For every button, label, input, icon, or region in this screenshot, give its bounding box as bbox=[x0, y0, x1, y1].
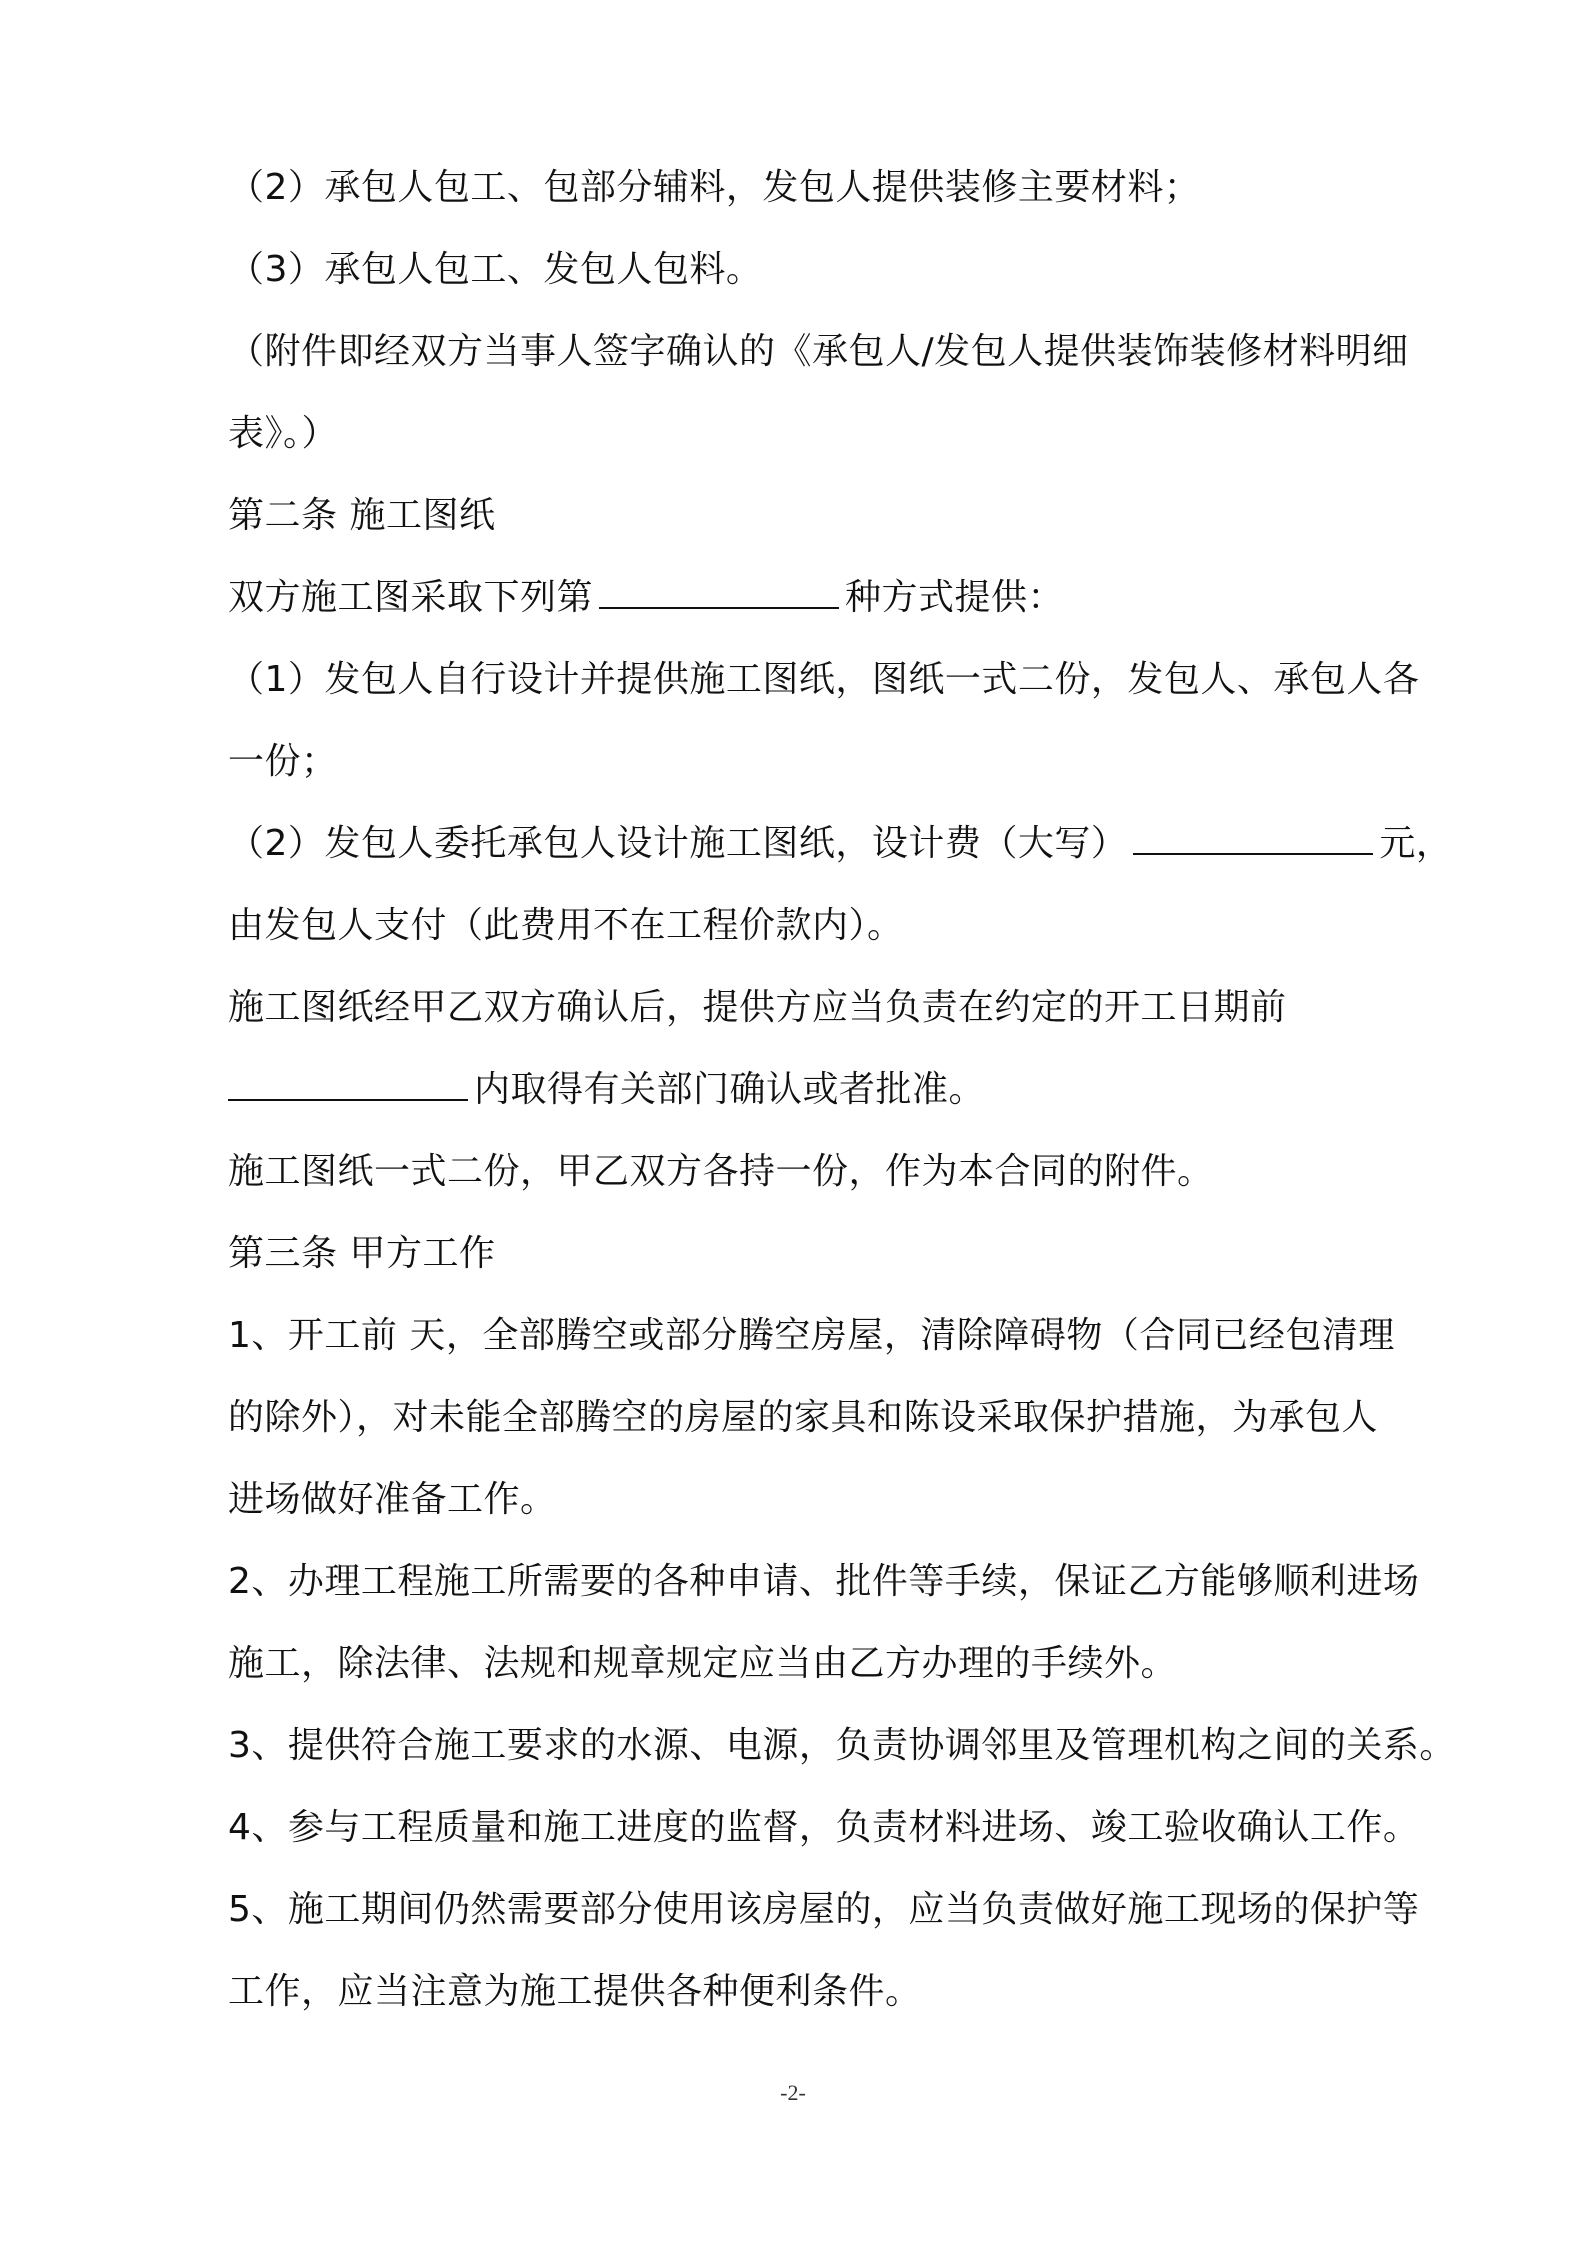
text-line: 的除外），对未能全部腾空的房屋的家具和陈设采取保护措施，为承包人 bbox=[228, 1397, 1379, 1438]
text-fragment: 种方式提供： bbox=[845, 577, 1065, 618]
text-line: 进场做好准备工作。 bbox=[228, 1479, 557, 1520]
text-line: 由发包人支付（此费用不在工程价款内）。 bbox=[228, 905, 904, 946]
text-line: 表》。） bbox=[228, 413, 339, 454]
text-fragment: 元， bbox=[1379, 823, 1453, 864]
fill-in-blank bbox=[1133, 823, 1373, 855]
text-line bbox=[228, 576, 1064, 620]
text-line: （2）承包人包工、包部分辅料，发包人提供装修主要材料； bbox=[228, 167, 1201, 208]
text-line: 施工图纸一式二份，甲乙双方各持一份，作为本合同的附件。 bbox=[228, 1151, 1214, 1192]
text-line: 一份； bbox=[228, 741, 338, 782]
text-line: 3、提供符合施工要求的水源、电源，负责协调邻里及管理机构之间的关系。 bbox=[228, 1725, 1456, 1766]
text-line bbox=[228, 1068, 985, 1112]
section-heading: 第三条 甲方工作 bbox=[228, 1233, 496, 1274]
text-line: 5、施工期间仍然需要部分使用该房屋的，应当负责做好施工现场的保护等 bbox=[228, 1889, 1420, 1930]
text-fragment: 双方施工图采取下列第 bbox=[228, 577, 594, 618]
text-line: 施工图纸经甲乙双方确认后，提供方应当负责在约定的开工日期前 bbox=[228, 987, 1287, 1028]
section-heading: 第二条 施工图纸 bbox=[228, 495, 496, 536]
text-line: （3）承包人包工、发包人包料。 bbox=[228, 249, 763, 290]
text-line: 施工，除法律、法规和规章规定应当由乙方办理的手续外。 bbox=[228, 1643, 1178, 1684]
text-fragment: 内取得有关部门确认或者批准。 bbox=[474, 1069, 986, 1110]
text-line: 2、办理工程施工所需要的各种申请、批件等手续，保证乙方能够顺利进场 bbox=[228, 1561, 1420, 1602]
text-line: 1、开工前 天，全部腾空或部分腾空房屋，清除障碍物（合同已经包清理 bbox=[228, 1315, 1395, 1356]
text-line: （附件即经双方当事人签字确认的《承包人/发包人提供装饰装修材料明细 bbox=[228, 331, 1409, 372]
page-number: -2- bbox=[780, 2080, 806, 2105]
text-line bbox=[228, 822, 1452, 866]
fill-in-blank bbox=[228, 1069, 468, 1101]
text-line: （1）发包人自行设计并提供施工图纸，图纸一式二份，发包人、承包人各 bbox=[228, 659, 1420, 700]
text-line: 4、参与工程质量和施工进度的监督，负责材料进场、竣工验收确认工作。 bbox=[228, 1807, 1420, 1848]
text-fragment: （2）发包人委托承包人设计施工图纸，设计费（大写） bbox=[228, 823, 1128, 864]
text-line: 工作，应当注意为施工提供各种便利条件。 bbox=[228, 1971, 922, 2012]
fill-in-blank bbox=[599, 577, 839, 609]
